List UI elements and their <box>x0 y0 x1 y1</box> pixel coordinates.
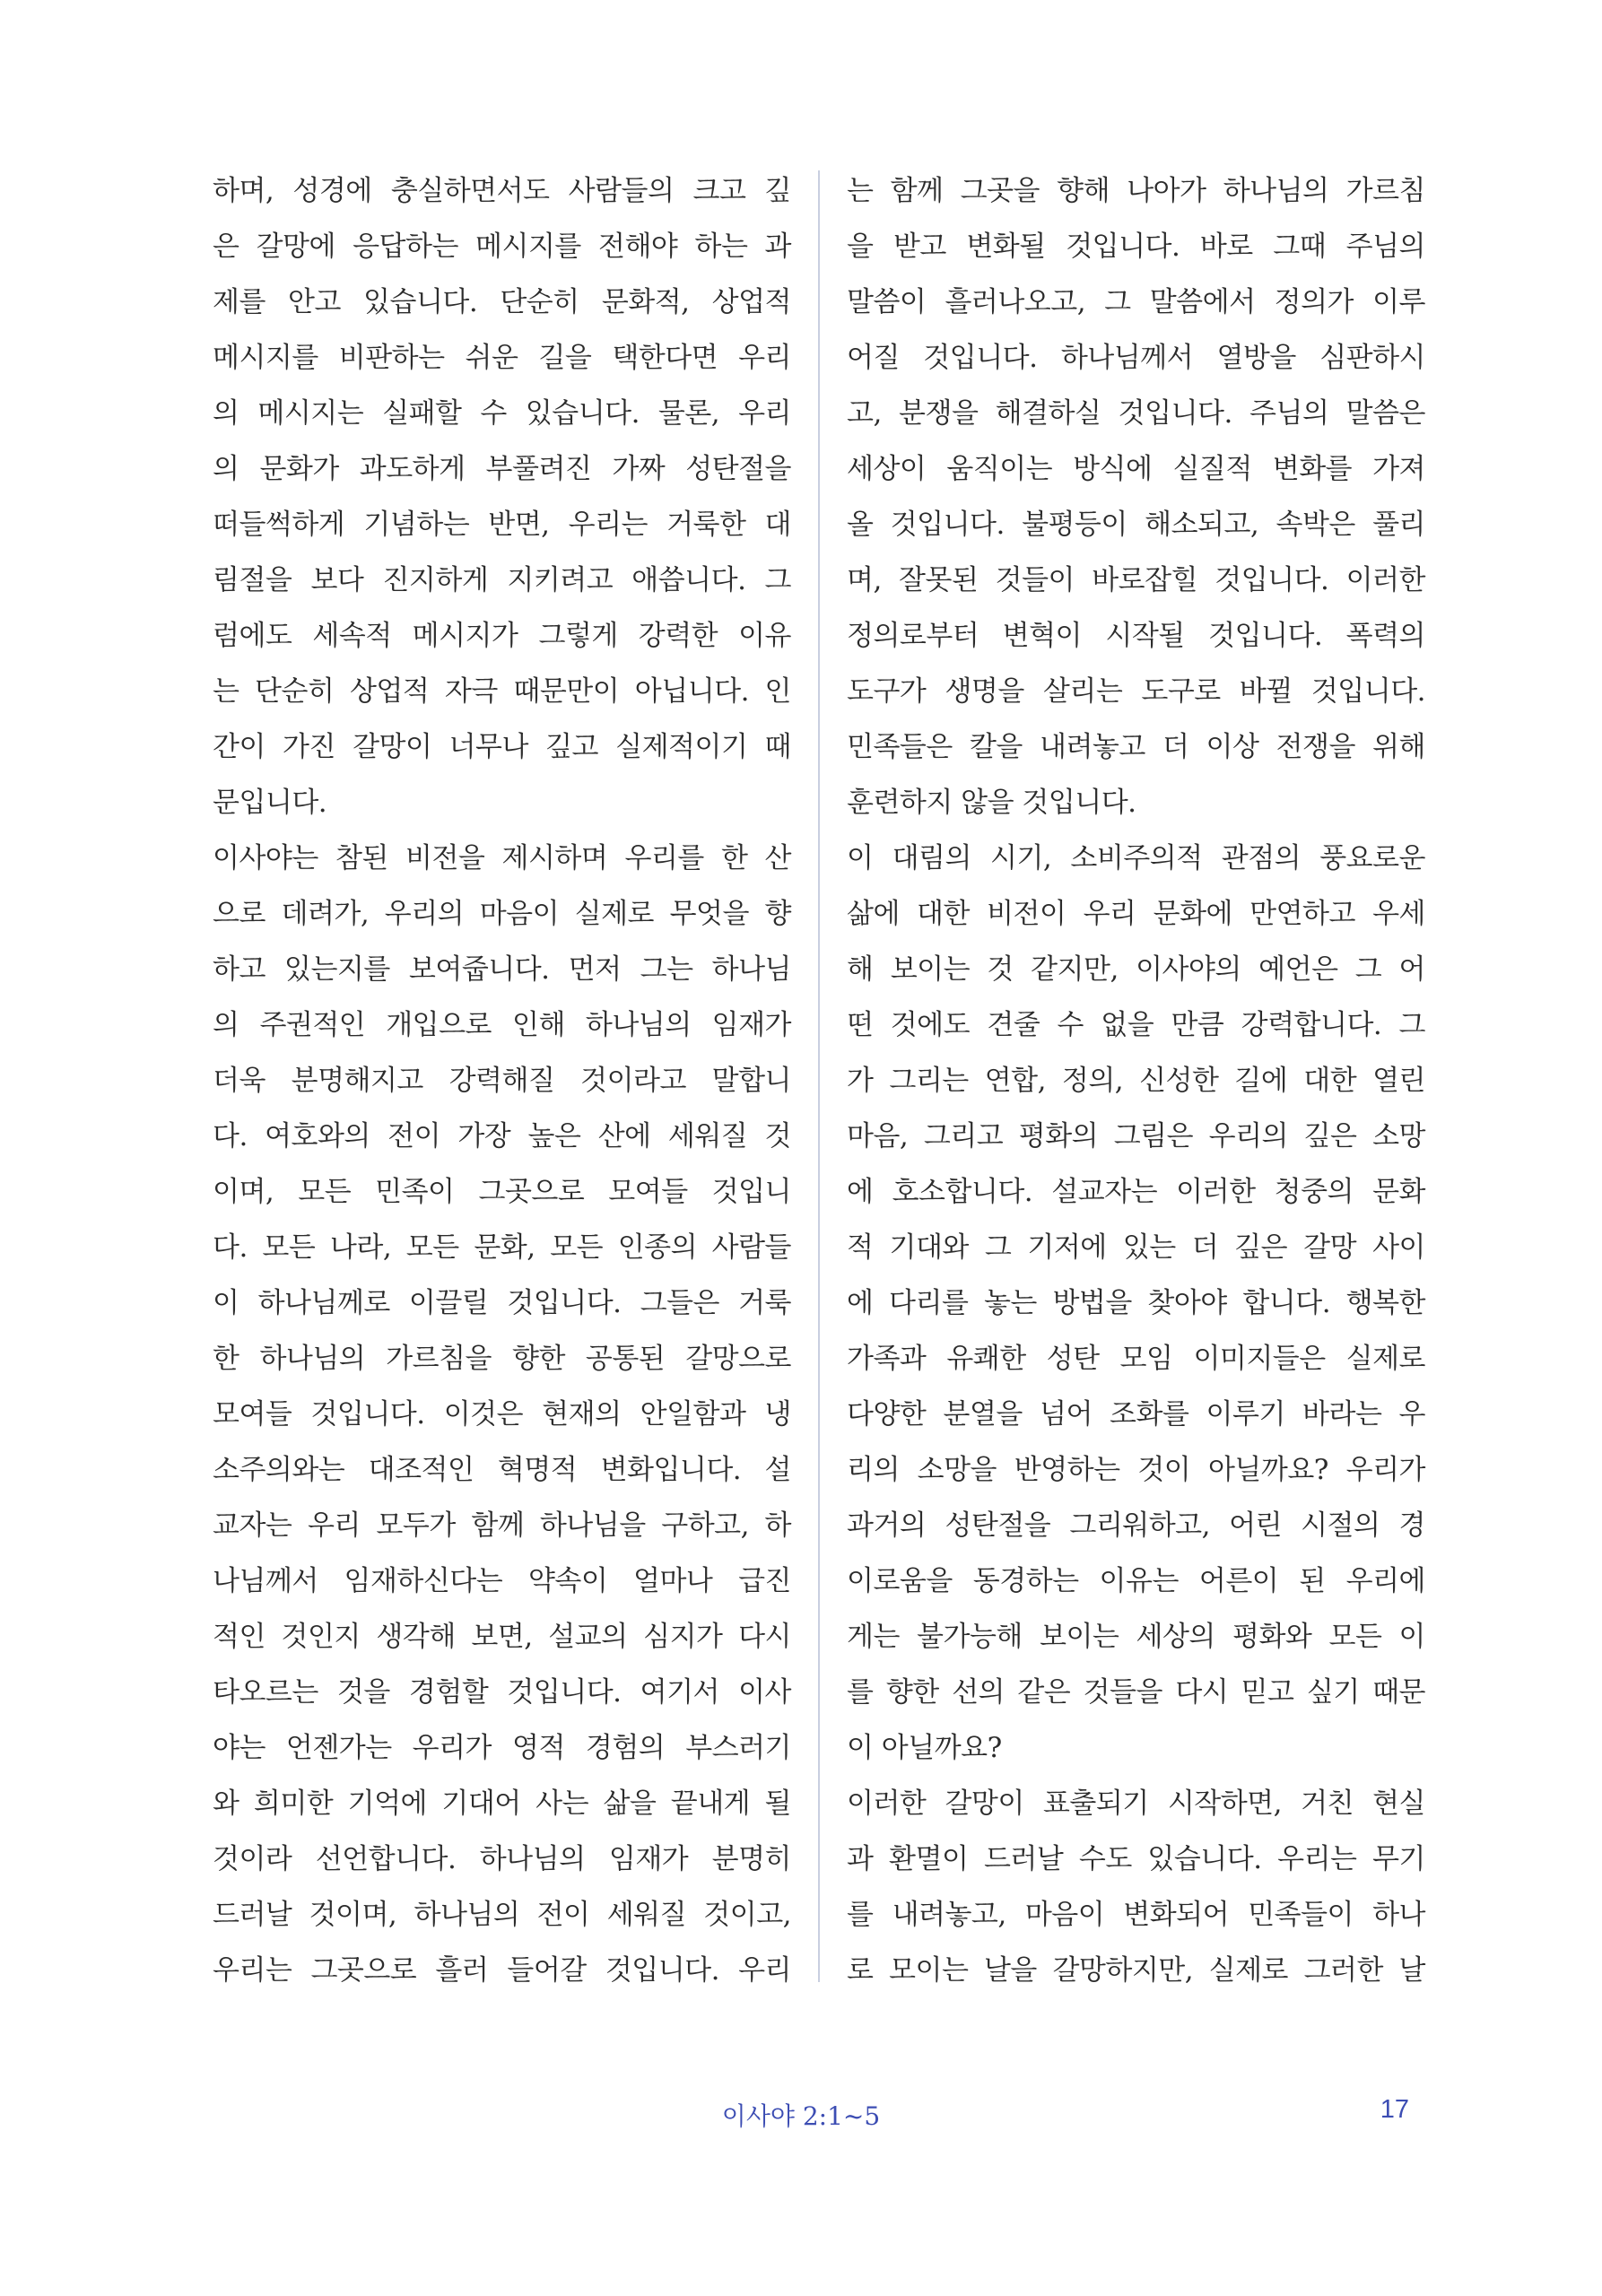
text-line: 림절을 보다 진지하게 지키려고 애씁니다. 그 <box>213 564 791 596</box>
text-line: 올 것입니다. 불평등이 해소되고, 속박은 풀리 <box>847 509 1425 541</box>
text-line: 를 내려놓고, 마음이 변화되어 민족들이 하나 <box>847 1899 1425 1931</box>
text-line: 문입니다. <box>213 787 327 819</box>
text-line: 도구가 생명을 살리는 도구로 바뀔 것입니다. <box>847 675 1425 708</box>
text-line: 다. 여호와의 전이 가장 높은 산에 세워질 것 <box>213 1120 791 1152</box>
text-line: 교자는 우리 모두가 함께 하나님을 구하고, 하 <box>213 1509 791 1542</box>
text-line: 모여들 것입니다. 이것은 현재의 안일함과 냉 <box>213 1398 791 1431</box>
text-line: 소주의와는 대조적인 혁명적 변화입니다. 설 <box>213 1454 791 1486</box>
text-line: 이 아닐까요? <box>847 1732 1002 1764</box>
text-line: 우리는 그곳으로 흘러 들어갈 것입니다. 우리 <box>213 1954 791 1987</box>
text-line: 은 갈망에 응답하는 메시지를 전해야 하는 과 <box>213 230 791 263</box>
text-line: 가 그리는 연합, 정의, 신성한 길에 대한 열린 <box>847 1065 1425 1097</box>
text-line: 다양한 분열을 넘어 조화를 이루기 바라는 우 <box>847 1398 1425 1431</box>
text-line: 으로 데려가, 우리의 마음이 실제로 무엇을 향 <box>213 898 791 930</box>
text-line: 는 함께 그곳을 향해 나아가 하나님의 가르침 <box>847 175 1425 207</box>
text-line: 메시지를 비판하는 쉬운 길을 택한다면 우리 <box>213 342 791 374</box>
text-line: 는 단순히 상업적 자극 때문만이 아닙니다. 인 <box>213 675 791 708</box>
text-line: 이며, 모든 민족이 그곳으로 모여들 것입니 <box>213 1176 791 1208</box>
text-line: 하며, 성경에 충실하면서도 사람들의 크고 깊 <box>213 175 791 207</box>
text-line: 리의 소망을 반영하는 것이 아닐까요? 우리가 <box>847 1454 1425 1486</box>
text-line: 적인 것인지 생각해 보면, 설교의 심지가 다시 <box>213 1621 791 1653</box>
text-line: 어질 것입니다. 하나님께서 열방을 심판하시 <box>847 342 1425 374</box>
text-line: 정의로부터 변혁이 시작될 것입니다. 폭력의 <box>847 620 1425 652</box>
text-line: 가족과 유쾌한 성탄 모임 이미지들은 실제로 <box>847 1343 1425 1375</box>
text-line: 과거의 성탄절을 그리워하고, 어린 시절의 경 <box>847 1509 1425 1542</box>
text-line: 해 보이는 것 같지만, 이사야의 예언은 그 어 <box>847 953 1425 986</box>
text-line: 다. 모든 나라, 모든 문화, 모든 인종의 사람들 <box>213 1231 791 1264</box>
left-text-column <box>213 163 791 1998</box>
text-line: 하고 있는지를 보여줍니다. 먼저 그는 하나님 <box>213 953 791 986</box>
text-line: 의 메시지는 실패할 수 있습니다. 물론, 우리 <box>213 397 791 430</box>
text-line: 에 호소합니다. 설교자는 이러한 청중의 문화 <box>847 1176 1425 1208</box>
text-line: 더욱 분명해지고 강력해질 것이라고 말합니 <box>213 1065 791 1097</box>
text-line: 것이라 선언합니다. 하나님의 임재가 분명히 <box>213 1843 791 1875</box>
text-line: 이러한 갈망이 표출되기 시작하면, 거친 현실 <box>847 1787 1425 1820</box>
text-line: 이 대림의 시기, 소비주의적 관점의 풍요로운 <box>847 842 1425 874</box>
text-line: 세상이 움직이는 방식에 실질적 변화를 가져 <box>847 453 1425 485</box>
text-line: 한 하나님의 가르침을 향한 공통된 갈망으로 <box>213 1343 791 1375</box>
text-line: 며, 잘못된 것들이 바로잡힐 것입니다. 이러한 <box>847 564 1425 596</box>
text-line: 럼에도 세속적 메시지가 그렇게 강력한 이유 <box>213 620 791 652</box>
text-line: 말씀이 흘러나오고, 그 말씀에서 정의가 이루 <box>847 286 1425 318</box>
page-number: 17 <box>1380 2095 1409 2124</box>
text-line: 와 희미한 기억에 기대어 사는 삶을 끝내게 될 <box>213 1787 791 1820</box>
text-line: 를 향한 선의 같은 것들을 다시 믿고 싶기 때문 <box>847 1676 1425 1709</box>
text-line: 훈련하지 않을 것입니다. <box>847 787 1136 819</box>
text-line: 제를 안고 있습니다. 단순히 문화적, 상업적 <box>213 286 791 318</box>
text-line: 을 받고 변화될 것입니다. 바로 그때 주님의 <box>847 230 1425 263</box>
text-line: 이 하나님께로 이끌릴 것입니다. 그들은 거룩 <box>213 1287 791 1319</box>
text-line: 이사야는 참된 비전을 제시하며 우리를 한 산 <box>213 842 791 874</box>
text-line: 에 다리를 놓는 방법을 찾아야 합니다. 행복한 <box>847 1287 1425 1319</box>
column-divider <box>818 170 820 1982</box>
text-line: 의 주권적인 개입으로 인해 하나님의 임재가 <box>213 1009 791 1041</box>
text-line: 과 환멸이 드러날 수도 있습니다. 우리는 무기 <box>847 1843 1425 1875</box>
text-line: 떠들썩하게 기념하는 반면, 우리는 거룩한 대 <box>213 509 791 541</box>
text-line: 나님께서 임재하신다는 약속이 얼마나 급진 <box>213 1565 791 1597</box>
text-line: 타오르는 것을 경험할 것입니다. 여기서 이사 <box>213 1676 791 1709</box>
text-line: 간이 가진 갈망이 너무나 깊고 실제적이기 때 <box>213 731 791 763</box>
right-text-column <box>847 163 1425 1998</box>
text-line: 이로움을 동경하는 이유는 어른이 된 우리에 <box>847 1565 1425 1597</box>
text-line: 민족들은 칼을 내려놓고 더 이상 전쟁을 위해 <box>847 731 1425 763</box>
text-line: 야는 언젠가는 우리가 영적 경험의 부스러기 <box>213 1732 791 1764</box>
text-line: 고, 분쟁을 해결하실 것입니다. 주님의 말씀은 <box>847 397 1425 430</box>
text-line: 의 문화가 과도하게 부풀려진 가짜 성탄절을 <box>213 453 791 485</box>
text-line: 로 모이는 날을 갈망하지만, 실제로 그러한 날 <box>847 1954 1425 1987</box>
text-line: 떤 것에도 견줄 수 없을 만큼 강력합니다. 그 <box>847 1009 1425 1041</box>
text-line: 삶에 대한 비전이 우리 문화에 만연하고 우세 <box>847 898 1425 930</box>
text-line: 드러날 것이며, 하나님의 전이 세워질 것이고, <box>213 1899 791 1931</box>
running-footer-title: 이사야 2:1~5 <box>721 2101 881 2131</box>
text-line: 마음, 그리고 평화의 그림은 우리의 깊은 소망 <box>847 1120 1425 1152</box>
text-line: 게는 불가능해 보이는 세상의 평화와 모든 이 <box>847 1621 1425 1653</box>
text-line: 적 기대와 그 기저에 있는 더 깊은 갈망 사이 <box>847 1231 1425 1264</box>
